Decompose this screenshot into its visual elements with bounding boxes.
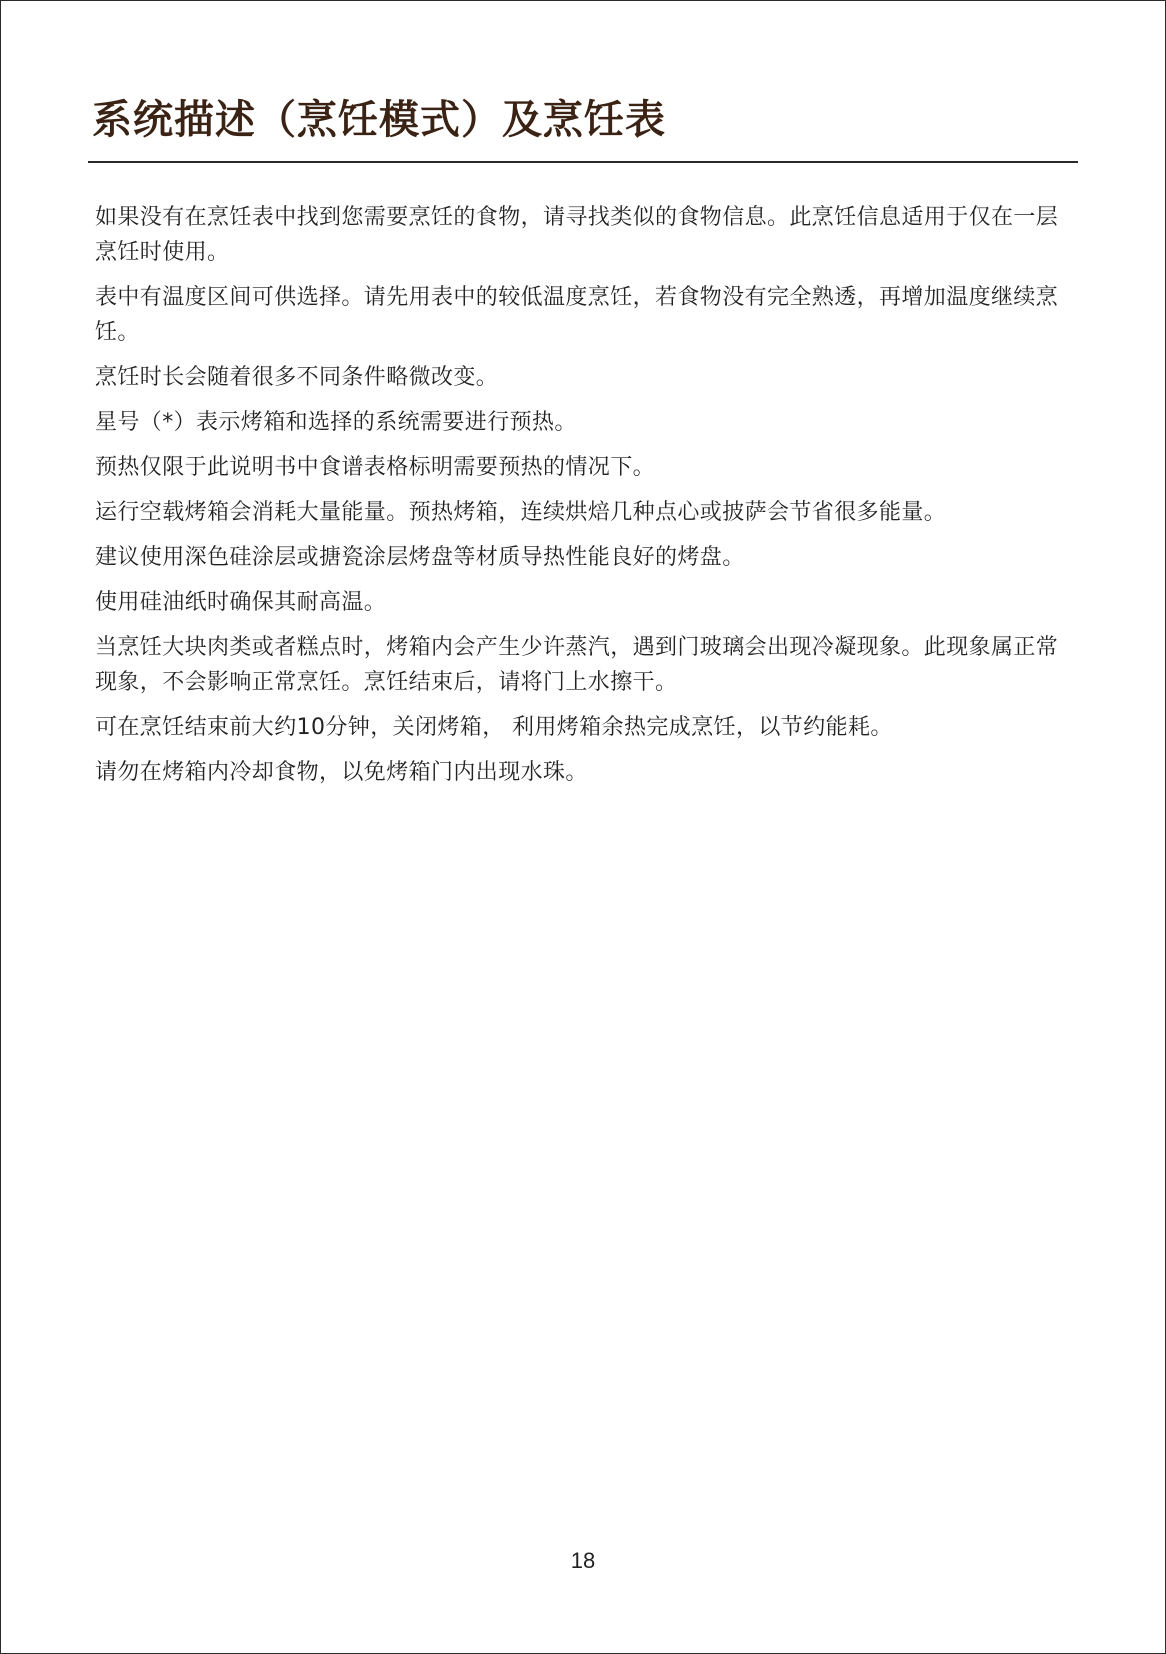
paragraph-cooking-time: 烹饪时长会随着很多不同条件略微改变。: [95, 365, 499, 390]
paragraph-baking-tray: 建议使用深色硅涂层或搪瓷涂层烤盘等材质导热性能良好的烤盘。: [95, 545, 745, 570]
body-text: [95, 200, 1075, 800]
paragraph-residual-heat: 可在烹饪结束前大约10分钟，关闭烤箱， 利用烤箱余热完成烹饪，以节约能耗。: [95, 715, 893, 740]
paragraph-preheat-limit: 预热仅限于此说明书中食谱表格标明需要预热的情况下。: [95, 455, 656, 480]
paragraph-similar-food: 如果没有在烹饪表中找到您需要烹饪的食物，请寻找类似的食物信息。此烹饪信息适用于仅在一层烹饪时使用。: [95, 205, 1059, 265]
paragraph-no-cooling: 请勿在烤箱内冷却食物，以免烤箱门内出现水珠。: [95, 760, 588, 785]
page-title: 系统描述（烹饪模式）及烹饪表: [92, 97, 666, 143]
paragraph-asterisk-preheat: 星号（*）表示烤箱和选择的系统需要进行预热。: [95, 410, 577, 435]
paragraph-condensation: 当烹饪大块肉类或者糕点时，烤箱内会产生少许蒸汽，遇到门玻璃会出现冷凝现象。此现象属正常现象，不会影响正常烹饪。烹饪结束后，请将门上水擦干。: [95, 635, 1059, 695]
paragraph-baking-paper: 使用硅油纸时确保其耐高温。: [95, 590, 387, 615]
paragraph-temperature-range: 表中有温度区间可供选择。请先用表中的较低温度烹饪，若食物没有完全熟透，再增加温度继续烹饪。: [95, 285, 1059, 345]
paragraph-energy-saving: 运行空载烤箱会消耗大量能量。预热烤箱，连续烘焙几种点心或披萨会节省很多能量。: [95, 500, 947, 525]
page-number: 18: [570, 1548, 596, 1573]
title-divider: [88, 161, 1078, 163]
